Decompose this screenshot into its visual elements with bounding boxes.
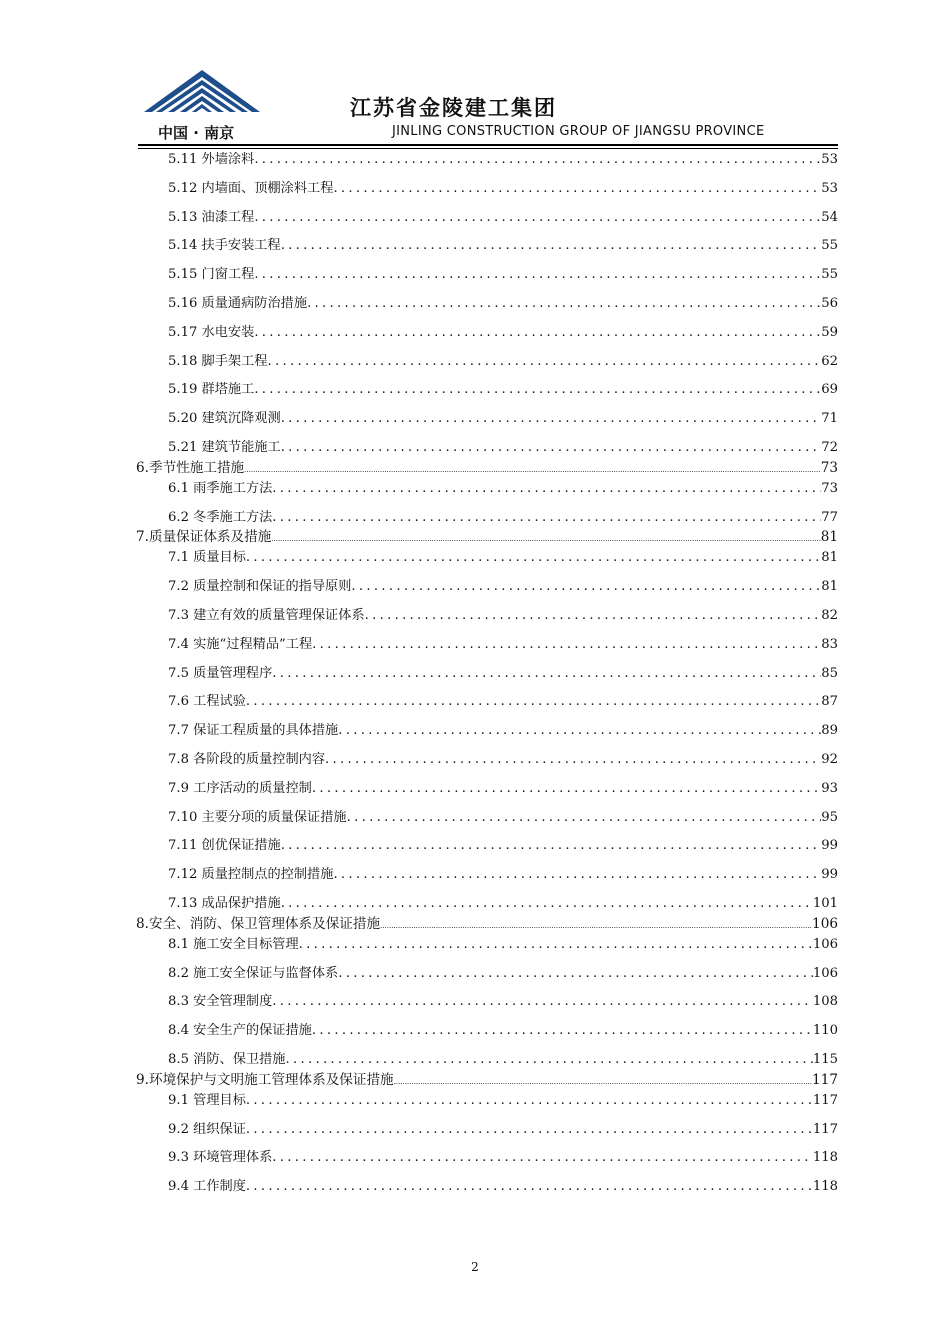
- toc-entry-label: 7.13 成品保护措施: [168, 895, 281, 911]
- toc-entry-page: 62: [821, 353, 838, 369]
- toc-section-entry[interactable]: [136, 294, 838, 323]
- toc-leader-dots: [272, 508, 821, 528]
- toc-entry-page: 72: [821, 439, 838, 455]
- toc-entry-label: 5.14 扶手安装工程: [168, 238, 281, 254]
- toc-entry-label: 7.4 实施“过程精品”工程: [168, 636, 313, 652]
- toc-entry-label: 9.环境保护与文明施工管理体系及保证措施: [136, 1071, 394, 1088]
- toc-entry-label: 7.2 质量控制和保证的指导原则: [168, 579, 352, 595]
- toc-section-entry[interactable]: [136, 750, 838, 779]
- toc-chapter-entry[interactable]: [136, 915, 838, 935]
- toc-entry-page: 53: [821, 180, 838, 196]
- toc-section-entry[interactable]: [136, 1021, 838, 1050]
- toc-section-entry[interactable]: [136, 479, 838, 508]
- toc-section-entry[interactable]: [136, 577, 838, 606]
- toc-section-entry[interactable]: [136, 323, 838, 352]
- toc-entry-page: 82: [821, 607, 838, 623]
- toc-leader-dots: [338, 964, 813, 984]
- toc-leader-dots: [254, 265, 821, 285]
- toc-leader-dots: [272, 479, 821, 499]
- toc-chapter-entry[interactable]: [136, 1071, 838, 1091]
- toc-entry-page: 83: [821, 636, 838, 652]
- toc-leader-dots: [272, 992, 813, 1012]
- toc-entry-page: 117: [812, 1121, 838, 1137]
- company-city: 中国 · 南京: [158, 124, 235, 142]
- toc-section-entry[interactable]: [136, 409, 838, 438]
- company-name-en: JINLING CONSTRUCTION GROUP OF JIANGSU PROVINCE: [392, 124, 765, 139]
- toc-entry-label: 5.12 内墙面、顶棚涂料工程: [168, 180, 334, 196]
- toc-chapter-entry[interactable]: [136, 528, 838, 548]
- toc-entry-page: 85: [821, 665, 838, 681]
- toc-section-entry[interactable]: [136, 548, 838, 577]
- toc-entry-page: 81: [821, 550, 838, 566]
- toc-entry-label: 5.19 群塔施工: [168, 382, 255, 398]
- toc-entry-label: 7.3 建立有效的质量管理保证体系: [168, 607, 365, 623]
- toc-leader-dots: [380, 917, 812, 935]
- toc-entry-label: 5.21 建筑节能施工: [168, 439, 281, 455]
- toc-entry-label: 7.7 保证工程质量的具体措施: [168, 723, 339, 739]
- toc-entry-label: 6.2 冬季施工方法: [168, 509, 273, 525]
- toc-entry-page: 118: [812, 1150, 838, 1166]
- toc-leader-dots: [246, 1120, 813, 1140]
- toc-entry-label: 7.质量保证体系及措施: [136, 529, 272, 546]
- toc-entry-label: 7.1 质量目标: [168, 550, 246, 566]
- toc-entry-page: 73: [820, 459, 838, 476]
- toc-entry-page: 87: [821, 694, 838, 710]
- toc-entry-page: 92: [821, 751, 838, 767]
- toc-entry-page: 55: [821, 238, 838, 254]
- toc-entry-page: 71: [821, 411, 838, 427]
- header-rule: [138, 144, 838, 146]
- toc-leader-dots: [333, 179, 821, 199]
- toc-leader-dots: [254, 150, 821, 170]
- toc-section-entry[interactable]: [136, 606, 838, 635]
- header-rule-thin: [138, 148, 838, 149]
- toc-entry-page: 108: [812, 994, 838, 1010]
- toc-leader-dots: [254, 208, 821, 228]
- toc-entry-page: 89: [821, 723, 838, 739]
- toc-entry-label: 7.8 各阶段的质量控制内容: [168, 751, 326, 767]
- page-number: 2: [471, 1260, 479, 1274]
- toc-section-entry[interactable]: [136, 721, 838, 750]
- toc-entry-label: 9.1 管理目标: [168, 1092, 246, 1108]
- toc-entry-page: 106: [812, 936, 838, 952]
- toc-leader-dots: [347, 808, 822, 828]
- toc-entry-label: 8.3 安全管理制度: [168, 994, 273, 1010]
- toc-entry-page: 77: [821, 509, 838, 525]
- toc-section-entry[interactable]: [136, 836, 838, 865]
- toc-entry-page: 81: [821, 579, 838, 595]
- company-name-cn: 江苏省金陵建工集团: [350, 95, 557, 120]
- toc-section-entry[interactable]: [136, 236, 838, 265]
- toc-entry-label: 9.3 环境管理体系: [168, 1150, 273, 1166]
- toc-entry-page: 101: [812, 895, 838, 911]
- toc-entry-label: 8.1 施工安全目标管理: [168, 936, 299, 952]
- toc-entry-label: 5.17 水电安装: [168, 324, 255, 340]
- toc-entry-page: 93: [821, 780, 838, 796]
- toc-entry-page: 106: [812, 915, 838, 932]
- toc-entry-label: 7.10 主要分项的质量保证措施: [168, 809, 347, 825]
- toc-section-entry[interactable]: [136, 150, 838, 179]
- toc-entry-label: 7.5 质量管理程序: [168, 665, 273, 681]
- toc-section-entry[interactable]: [136, 808, 838, 837]
- toc-leader-dots: [351, 577, 821, 597]
- toc-leader-dots: [285, 1050, 812, 1070]
- toc-section-entry[interactable]: [136, 992, 838, 1021]
- toc-entry-page: 115: [812, 1051, 838, 1067]
- toc-entry-page: 56: [821, 295, 838, 311]
- toc-section-entry[interactable]: [136, 265, 838, 294]
- toc-entry-label: 7.9 工序活动的质量控制: [168, 780, 312, 796]
- company-logo: [142, 68, 262, 114]
- toc-leader-dots: [281, 409, 822, 429]
- toc-entry-label: 8.5 消防、保卫措施: [168, 1051, 286, 1067]
- toc-leader-dots: [333, 865, 821, 885]
- toc-section-entry[interactable]: [136, 208, 838, 237]
- toc-entry-page: 59: [821, 324, 838, 340]
- toc-entry-page: 110: [812, 1023, 838, 1039]
- toc-entry-page: 81: [820, 529, 838, 546]
- toc-entry-label: 5.20 建筑沉降观测: [168, 411, 281, 427]
- toc-entry-label: 5.11 外墙涂料: [168, 152, 255, 167]
- toc-section-entry[interactable]: [136, 1120, 838, 1149]
- toc-leader-dots: [299, 935, 813, 955]
- toc-entry-page: 73: [821, 480, 838, 496]
- toc-section-entry[interactable]: [136, 1177, 838, 1206]
- toc-section-entry[interactable]: [136, 779, 838, 808]
- toc-entry-label: 6.季节性施工措施: [136, 459, 245, 476]
- toc-entry-label: 9.4 工作制度: [168, 1179, 246, 1195]
- toc-leader-dots: [394, 1073, 812, 1091]
- toc-leader-dots: [268, 352, 822, 372]
- toc-section-entry[interactable]: [136, 635, 838, 664]
- toc-entry-page: 117: [812, 1071, 838, 1088]
- toc-section-entry[interactable]: [136, 964, 838, 993]
- page-header: [138, 64, 838, 150]
- toc-leader-dots: [244, 461, 821, 479]
- toc-entry-label: 9.2 组织保证: [168, 1121, 246, 1137]
- toc-entry-page: 117: [812, 1092, 838, 1108]
- toc-leader-dots: [254, 323, 821, 343]
- toc-entry-label: 8.4 安全生产的保证措施: [168, 1023, 312, 1039]
- toc-entry-page: 54: [821, 209, 838, 225]
- toc-leader-dots: [312, 1021, 813, 1041]
- toc-leader-dots: [246, 692, 821, 712]
- toc-leader-dots: [281, 836, 822, 856]
- toc-leader-dots: [246, 1091, 813, 1111]
- toc-leader-dots: [307, 294, 821, 314]
- toc-entry-label: 5.16 质量通病防治措施: [168, 295, 308, 311]
- toc-entry-page: 106: [812, 965, 838, 981]
- toc-leader-dots: [272, 1148, 813, 1168]
- toc-entry-page: 55: [821, 267, 838, 283]
- table-of-contents: [136, 150, 838, 1206]
- toc-leader-dots: [272, 664, 821, 684]
- toc-entry-label: 7.6 工程试验: [168, 694, 246, 710]
- toc-section-entry[interactable]: [136, 664, 838, 693]
- toc-section-entry[interactable]: [136, 1148, 838, 1177]
- toc-entry-page: 95: [821, 809, 838, 825]
- toc-leader-dots: [246, 1177, 813, 1197]
- toc-entry-page: 99: [821, 867, 838, 883]
- toc-leader-dots: [325, 750, 821, 770]
- toc-leader-dots: [281, 438, 822, 458]
- toc-leader-dots: [338, 721, 821, 741]
- toc-chapter-entry[interactable]: [136, 459, 838, 479]
- toc-leader-dots: [312, 635, 821, 655]
- toc-leader-dots: [246, 548, 821, 568]
- toc-leader-dots: [271, 530, 820, 548]
- toc-entry-label: 5.13 油漆工程: [168, 209, 255, 225]
- toc-section-entry[interactable]: [136, 179, 838, 208]
- toc-section-entry[interactable]: [136, 380, 838, 409]
- toc-entry-page: 118: [812, 1179, 838, 1195]
- toc-entry-page: 99: [821, 838, 838, 854]
- toc-entry-label: 6.1 雨季施工方法: [168, 480, 273, 496]
- toc-entry-label: 8.安全、消防、保卫管理体系及保证措施: [136, 915, 381, 932]
- toc-leader-dots: [254, 380, 821, 400]
- toc-section-entry[interactable]: [136, 352, 838, 381]
- toc-leader-dots: [281, 894, 813, 914]
- toc-section-entry[interactable]: [136, 865, 838, 894]
- toc-section-entry[interactable]: [136, 692, 838, 721]
- toc-entry-label: 8.2 施工安全保证与监督体系: [168, 965, 339, 981]
- toc-entry-label: 7.11 创优保证措施: [168, 838, 281, 854]
- toc-entry-label: 5.15 门窗工程: [168, 267, 255, 283]
- toc-section-entry[interactable]: [136, 1091, 838, 1120]
- toc-leader-dots: [281, 236, 822, 256]
- toc-leader-dots: [312, 779, 821, 799]
- toc-section-entry[interactable]: [136, 935, 838, 964]
- toc-entry-page: 53: [821, 152, 838, 167]
- toc-entry-page: 69: [821, 382, 838, 398]
- toc-entry-label: 5.18 脚手架工程: [168, 353, 268, 369]
- toc-entry-label: 7.12 质量控制点的控制措施: [168, 867, 334, 883]
- toc-leader-dots: [365, 606, 822, 626]
